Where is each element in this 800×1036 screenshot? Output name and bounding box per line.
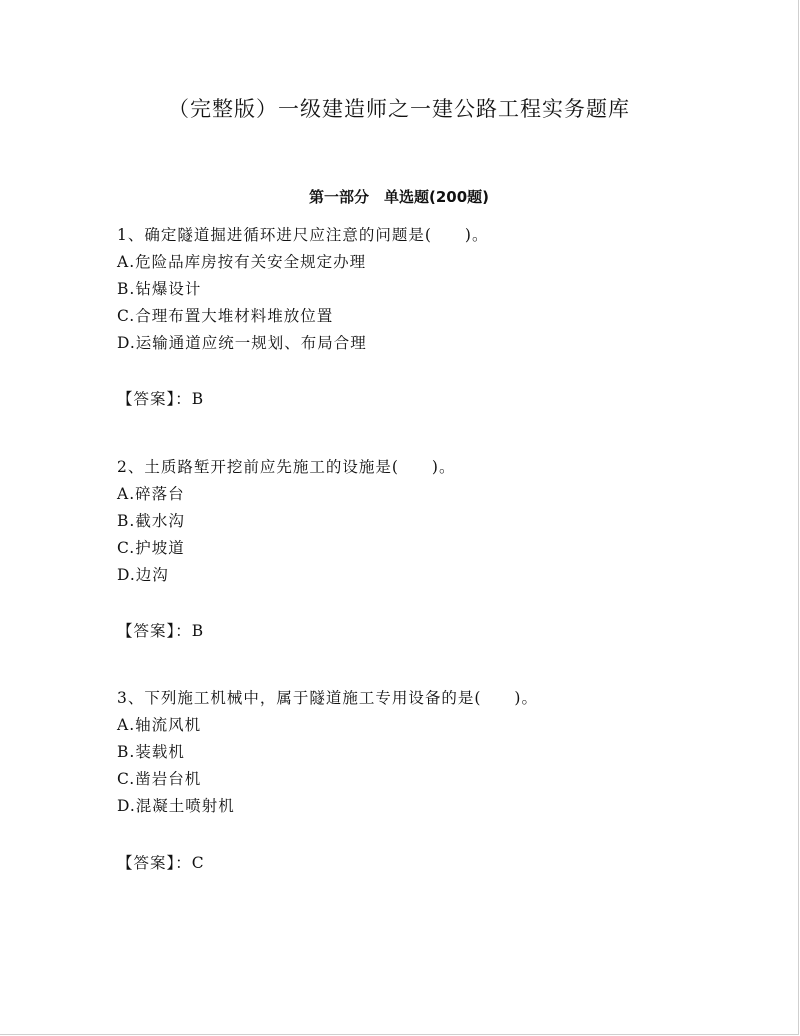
answer-1: 【答案】：B bbox=[117, 390, 205, 408]
option-b: B.钻爆设计 bbox=[117, 280, 202, 298]
document-title: （完整版）一级建造师之一建公路工程实务题库 bbox=[168, 97, 630, 121]
option-d: D.边沟 bbox=[117, 566, 169, 584]
question-3 bbox=[117, 685, 757, 820]
option-c: C.合理布置大堆材料堆放位置 bbox=[117, 307, 334, 325]
option-c: C.凿岩台机 bbox=[117, 770, 202, 788]
option-a: A.危险品库房按有关安全规定办理 bbox=[117, 253, 367, 271]
answer-3: 【答案】：C bbox=[117, 854, 205, 872]
option-a: A.轴流风机 bbox=[117, 716, 202, 734]
question-stem: 1、确定隧道掘进循环进尺应注意的问题是( )。 bbox=[117, 226, 489, 244]
question-stem: 3、下列施工机械中，属于隧道施工专用设备的是( )。 bbox=[117, 689, 538, 707]
option-b: B.截水沟 bbox=[117, 512, 185, 530]
question-stem: 2、土质路堑开挖前应先施工的设施是( )。 bbox=[117, 458, 456, 476]
answer-2: 【答案】：B bbox=[117, 622, 205, 640]
option-b: B.装载机 bbox=[117, 743, 185, 761]
option-a: A.碎落台 bbox=[117, 485, 185, 503]
question-1 bbox=[117, 222, 757, 357]
option-d: D.运输通道应统一规划、布局合理 bbox=[117, 334, 367, 352]
section-title: 第一部分 单选题(200题) bbox=[308, 188, 490, 206]
option-d: D.混凝土喷射机 bbox=[117, 797, 235, 815]
option-c: C.护坡道 bbox=[117, 539, 185, 557]
question-2 bbox=[117, 454, 757, 589]
